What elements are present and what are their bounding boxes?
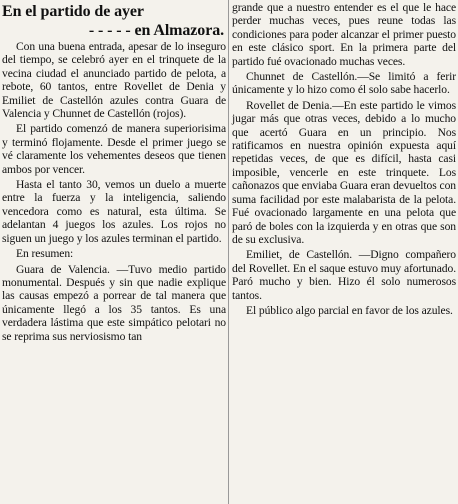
paragraph-guara-continued: grande que a nuestro entender es el que le hace perder muchas veces, pues reune todas las condiciones para poder alcanzar el primer puesto en este clásico sport. En la primera parte del partido fué ovacionado muchas veces. xyxy=(232,1,456,68)
paragraph-intro: Con una buena entrada, apesar de lo inseguro del tiempo, se celebró ayer en el trinquete de la vecina ciudad el anunciado partido de pelota, a rebote, 60 tantos, entre Rovellet de Denia y Emiliet de Castellón azules contra Guara de Valencia y Chunnet de Castellón (rojos). xyxy=(2,40,226,121)
headline-line-1: En el partido de ayer xyxy=(2,3,144,20)
article-headline xyxy=(2,2,226,40)
paragraph-emiliet: Emiliet, de Castellón. —Digno compañero del Rovellet. En el saque estuvo muy afortunado. Paró mucho y bien. Hizo él solo numerosos tantos. xyxy=(232,248,456,302)
paragraph-publico: El público algo parcial en favor de los azules. xyxy=(246,303,453,317)
right-column xyxy=(232,0,456,319)
paragraph-guara: Guara de Valencia. —Tuvo medio partido monumental. Después y sin que nadie explique las causas empezó a porrear de tal manera que únicamente llegó a los 35 tantos. Es una verdadera lástima que este simpático pelotari no se reprima sus nerviosismo tan xyxy=(2,262,226,343)
paragraph-rovellet: Rovellet de Denia.—En este partido le vimos jugar más que otras veces, debido a lo mucho que acertó Guara en un principio. Nos ratificamos en nuestra opinión expuesta aquí repetidas veces, de que es difícil, hasta casi imposible, vencerle en este trinquete. Los cañonazos que enviaba Guara eran devueltos con suma facilidad por este malabarista de la pelota. Fué ovacionado largamente en una pelota que paró de boles con la izquierda y en otras que son de su exclusiva. xyxy=(232,98,456,246)
headline-line-2: - - - - - en Almazora. xyxy=(88,22,224,39)
paragraph-en-resumen: En resumen: xyxy=(16,247,74,261)
paragraph-match-summary: El partido comenzó de manera superiorisima y terminó flojamente. Desde el primer juego se vé claramente los vehementes deseos que tienen ambos por vencer. xyxy=(2,122,226,176)
left-column xyxy=(2,0,226,345)
paragraph-score-30: Hasta el tanto 30, vemos un duelo a muerte entre la fuerza y la inteligencia, saliendo vencedora como es natural, esta última. Se adelantan 4 juegos los azules. Los rojos no siguen un juego y los azules terminan el partido. xyxy=(2,178,226,245)
column-divider xyxy=(228,0,229,504)
paragraph-chunnet: Chunnet de Castellón.—Se limitó a ferir únicamente y lo hizo como él solo sabe hacerlo. xyxy=(232,70,456,97)
